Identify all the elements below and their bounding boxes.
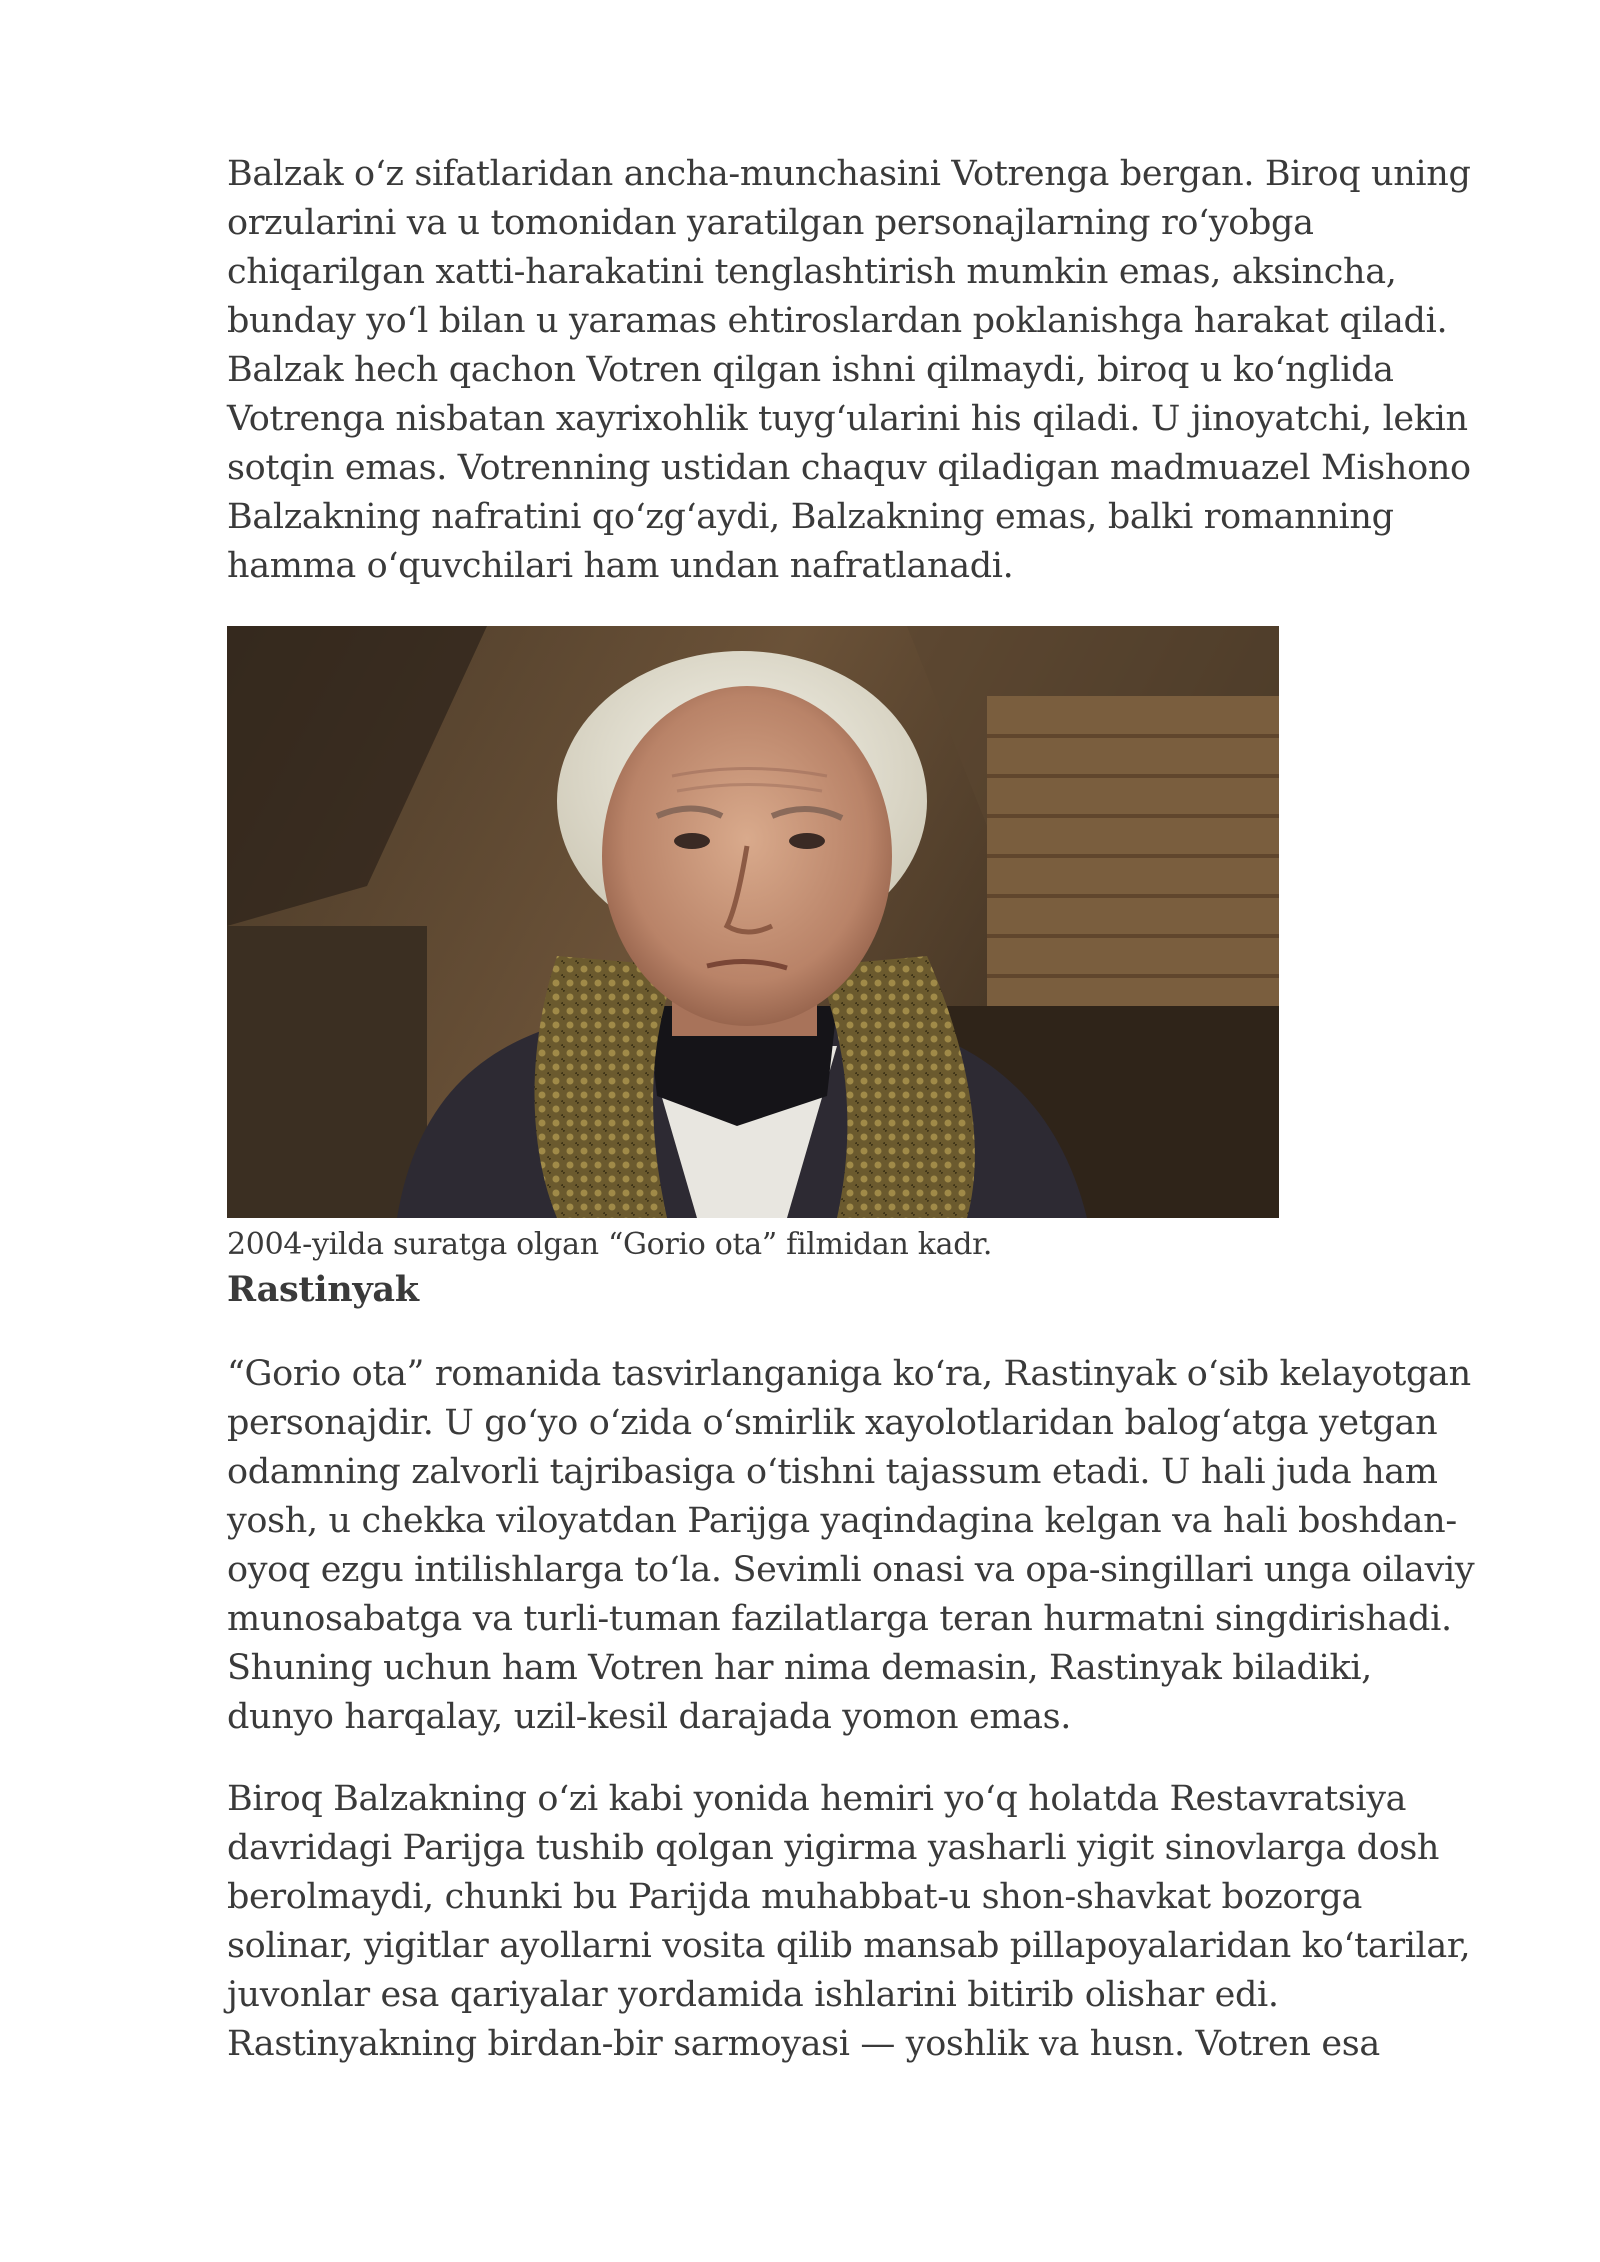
paragraph-rastinyak-2: Biroq Balzakning o‘zi kabi yonida hemiri yo‘q holatda Restavratsiya davridagi Parijga tushib qolgan yigirma yasharli yigit sinovlarga dosh berolmaydi, chunki bu Parijda muhabbat-u shon-shavkat bozorga solinar, yigitlar ayollarni vosita qilib mansab pillapoyalaridan ko‘tarilar, juvonlar esa qariyalar yordamida ishlarini bitirib olishar edi. Rastinyakning birdan-bir sarmoyasi — yoshlik va husn. Votren esa bbox=[227, 1779, 1471, 2064]
film-still-image bbox=[227, 626, 1279, 1218]
paragraph-intro: Balzak o‘z sifatlaridan ancha-munchasini Votrenga bergan. Biroq uning orzularini va u tomonidan yaratilgan personajlarning ro‘yobga chiqarilgan xatti-harakatini tenglashtirish mumkin emas, aksincha, bunday yo‘l bilan u yaramas ehtiroslardan poklanishga harakat qiladi. Balzak hech qachon Votren qilgan ishni qilmaydi, biroq u ko‘nglida Votrenga nisbatan xayrixohlik tuyg‘ularini his qiladi. U jinoyatchi, lekin sotqin emas. Votrenning ustidan chaquv qiladigan madmuazel Mishono Balzakning nafratini qo‘zg‘aydi, Balzakning emas, balki romanning hamma o‘quvchilari ham undan nafratlanadi. bbox=[227, 154, 1471, 586]
paragraph-rastinyak-1: “Gorio ota” romanida tasvirlanganiga ko‘ra, Rastinyak o‘sib kelayotgan personajdir. U go‘yo o‘zida o‘smirlik xayolotlaridan balog‘atga yetgan odamning zalvorli tajribasiga o‘tishni tajassum etadi. U hali juda ham yosh, u chekka viloyatdan Parijga yaqindagina kelgan va hali boshdan- oyoq ezgu intilishlarga to‘la. Sevimli onasi va opa-singillari unga oilaviy munosabatga va turli-tuman fazilatlarga teran hurmatni singdirishadi. Shuning uchun ham Votren har nima demasin, Rastinyak biladiki, dunyo harqalay, uzil-kesil darajada yomon emas. bbox=[227, 1354, 1475, 1737]
document-page bbox=[227, 150, 1487, 2069]
section-heading: Rastinyak bbox=[227, 1269, 419, 1310]
image-caption: 2004-yilda suratga olgan “Gorio ota” filmidan kadr. bbox=[227, 1227, 993, 1262]
